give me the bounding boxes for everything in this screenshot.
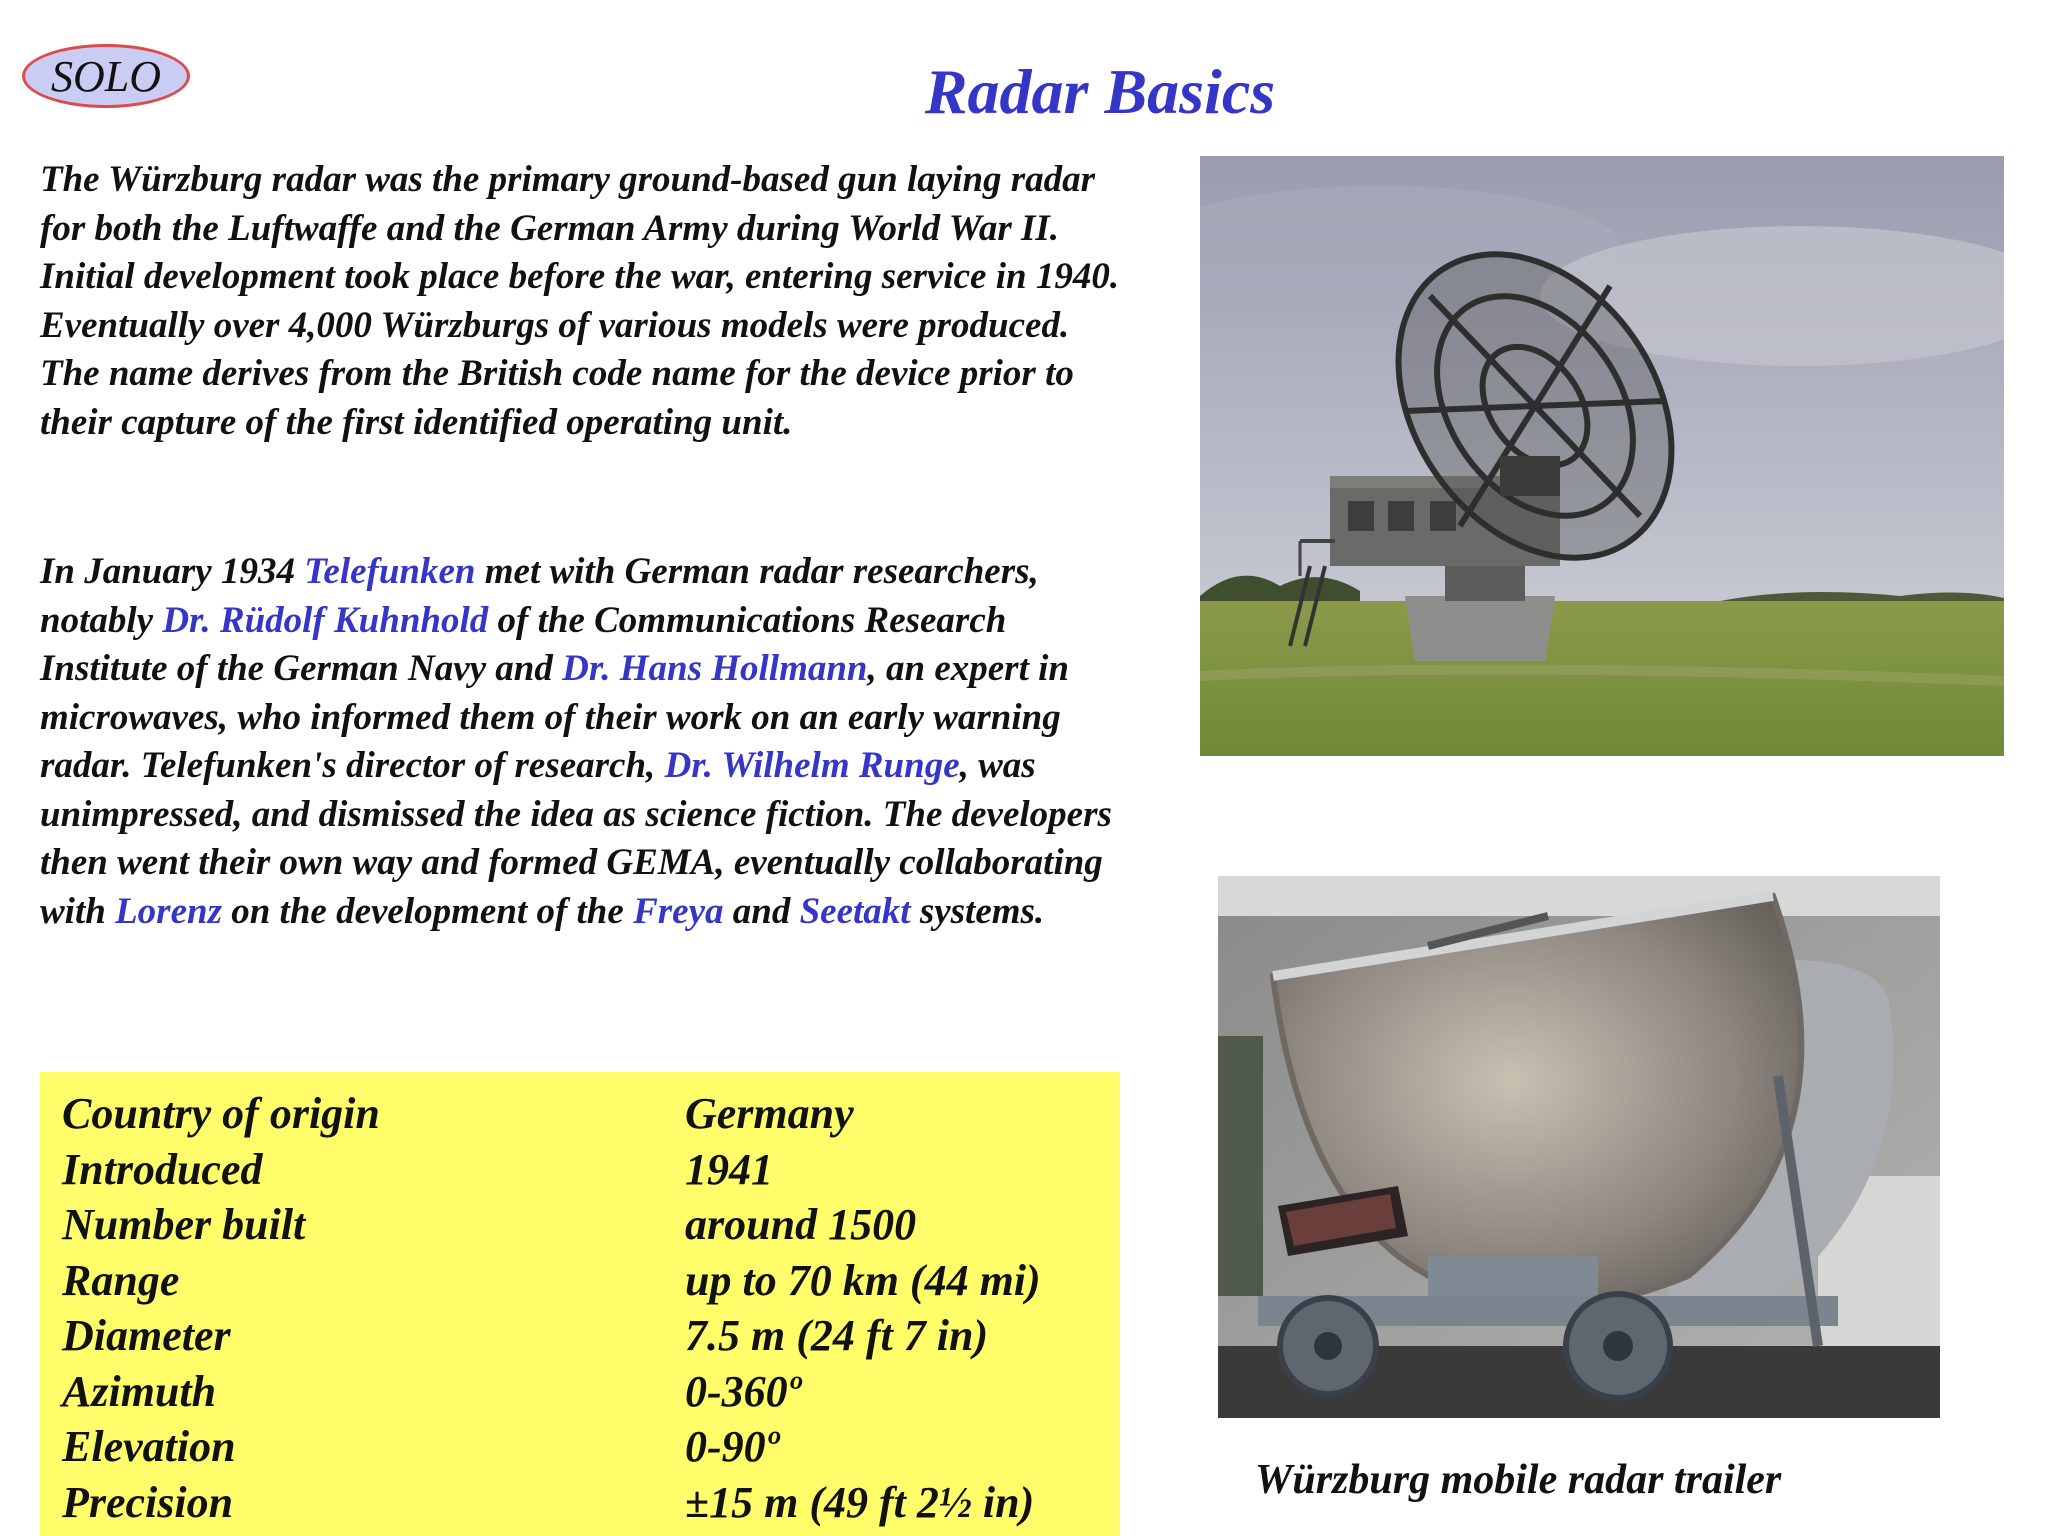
history-paragraph [40, 548, 1120, 936]
spec-row [62, 1308, 1098, 1364]
spec-value: 0-360º [685, 1366, 801, 1416]
spec-row [62, 1364, 1098, 1420]
spec-row [62, 1142, 1098, 1198]
spec-label: Diameter [62, 1311, 231, 1361]
radar-trailer-photo [1218, 876, 1940, 1418]
spec-value: 0-90º [685, 1422, 779, 1472]
link-telefunken[interactable]: Telefunken [304, 551, 476, 592]
radar-dish-illustration [1200, 156, 2004, 756]
solo-logo [22, 44, 190, 108]
link-hollmann[interactable]: Dr. Hans Hollmann [562, 648, 868, 689]
photo-caption: Würzburg mobile radar trailer [1255, 1457, 1782, 1503]
logo-text: SOLO [50, 51, 162, 101]
spec-label: Azimuth [62, 1366, 217, 1416]
text-segment: , an expert in microwaves, who informed them of their work on an early warning radar. Telefunken's director of research, [40, 648, 1069, 786]
link-seetakt[interactable]: Seetakt [799, 890, 911, 932]
text-segment: and [723, 890, 800, 932]
spec-value: 7.5 m (24 ft 7 in) [685, 1311, 989, 1361]
spec-row [62, 1475, 1098, 1531]
text-segment: systems. [910, 890, 1045, 932]
spec-label: Introduced [62, 1144, 263, 1194]
spec-value: around 1500 [685, 1200, 917, 1250]
text-segment: , was unimpressed, and dismissed the idea as science fiction. The developers then went their own way and formed GEMA, eventually collaborating with [40, 745, 1112, 932]
spec-label: Precision [62, 1477, 234, 1527]
page-title: Radar Basics [924, 56, 1276, 127]
text-segment: on the development of the [221, 890, 634, 932]
radar-dish-photo [1200, 156, 2004, 756]
spec-label: Elevation [62, 1422, 236, 1472]
link-runge[interactable]: Dr. Wilhelm Runge [664, 745, 960, 786]
spec-value: up to 70 km (44 mi) [685, 1255, 1041, 1305]
spec-row [62, 1253, 1098, 1309]
text-segment: In January 1934 [40, 551, 305, 592]
link-lorenz[interactable]: Lorenz [115, 890, 222, 932]
spec-label: Country of origin [62, 1089, 380, 1139]
text-segment: of the Communications Research Institute of the German Navy and [40, 599, 1007, 689]
spec-row [62, 1086, 1098, 1142]
text-segment: met with German radar researchers, notably [40, 551, 1039, 641]
spec-label: Number built [62, 1200, 306, 1250]
radar-trailer-illustration [1218, 876, 1940, 1418]
spec-row [62, 1197, 1098, 1253]
spec-value: Germany [685, 1089, 854, 1139]
spec-value: ±15 m (49 ft 2½ in) [685, 1477, 1035, 1527]
link-freya[interactable]: Freya [633, 890, 724, 932]
spec-label: Range [62, 1255, 180, 1305]
spec-table [40, 1072, 1120, 1536]
spec-value: 1941 [685, 1144, 773, 1194]
spec-row [62, 1419, 1098, 1475]
link-kuhnhold[interactable]: Dr. Rüdolf Kuhnhold [162, 599, 489, 641]
intro-paragraph: The Würzburg radar was the primary ground-based gun laying radar for both the Luftwaffe and the German Army during World War II. Initial development took place before the war, entering service in 1940. Eventually over 4,000 Würzburgs of various models were produced. The name derives from the British code name for the device prior to their capture of the first identified operating unit. [40, 159, 1120, 443]
